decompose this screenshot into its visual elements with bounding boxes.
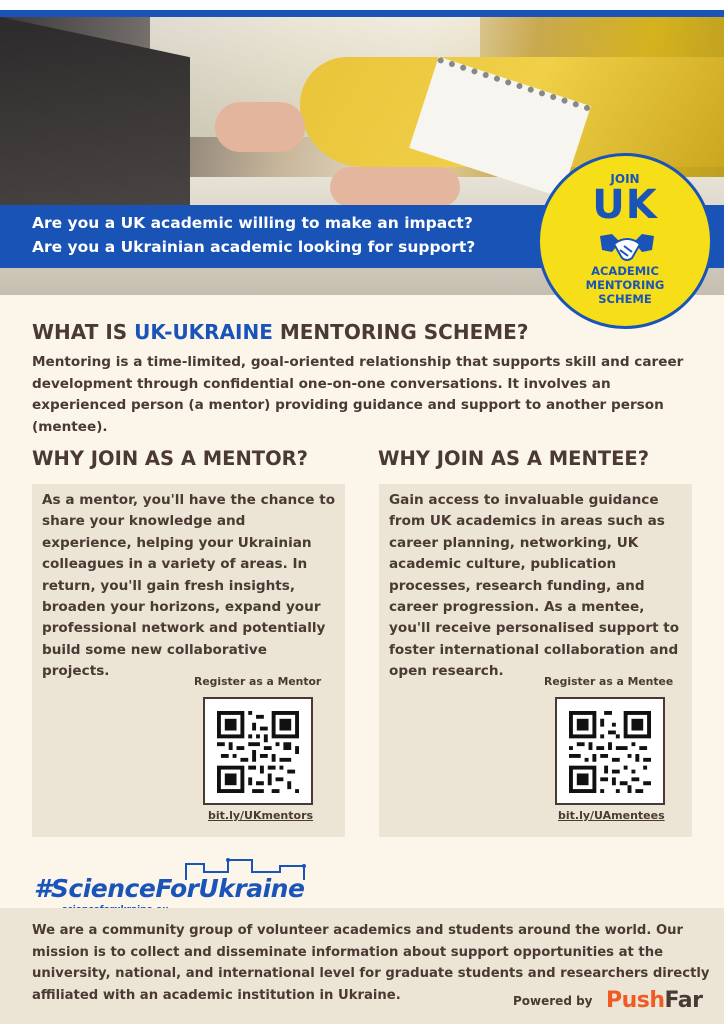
top-blue-line xyxy=(0,10,724,17)
mentee-text: Gain access to invaluable guidance from UK academics in areas such as career planning, networking, UK academic culture, publication processes, research funding, and career progression. As a mentee, you'll receive personalised support to foster international collaboration and open research. xyxy=(389,492,680,680)
mentee-link[interactable]: bit.ly/UAmentees xyxy=(558,809,665,822)
about-text: Mentoring is a time-limited, goal-oriented relationship that supports skill and career development through confidential one-on-one conversations. It involves an experienced person (a mentor) providing guidance and support to another person (mentee). xyxy=(32,354,684,435)
badge-uk: UK xyxy=(592,182,658,228)
badge-line-scheme: SCHEME xyxy=(598,292,652,306)
mentor-link[interactable]: bit.ly/UKmentors xyxy=(208,809,314,822)
pushfar-far: Far xyxy=(664,988,703,1013)
hero-question-ukraine: Are you a Ukrainian academic looking for support? xyxy=(32,238,476,256)
pushfar-logo xyxy=(606,988,702,1013)
about-title-prefix: WHAT IS xyxy=(32,320,135,344)
photo-hand-pen xyxy=(215,102,305,152)
handshake-icon xyxy=(598,230,656,264)
mentee-register-label: Register as a Mentee xyxy=(544,675,674,688)
mentor-heading: WHY JOIN AS A MENTOR? xyxy=(32,447,308,470)
mentor-panel xyxy=(32,484,345,837)
about-title-suffix: MENTORING SCHEME? xyxy=(272,320,529,344)
photo-hand-desk xyxy=(330,167,460,207)
footer-text: We are a community group of volunteer academics and students around the world. Our mission is to collect and disseminate information about support opportunities at the university, national, and international level for graduate students and researchers directly affiliated with an academic institution in Ukraine. xyxy=(32,923,710,1003)
badge-join: JOIN xyxy=(610,172,640,186)
mentor-qr-code[interactable] xyxy=(203,697,313,805)
pushfar-push: Push xyxy=(606,988,665,1013)
qr-code-icon xyxy=(217,711,299,793)
hero-question-uk: Are you a UK academic willing to make an impact? xyxy=(32,214,473,232)
mentor-text: As a mentor, you'll have the chance to share your knowledge and experience, helping your Ukrainian colleagues in a variety of areas. In return, you'll gain fresh insights, broaden your horizons, expand your professional network and potentially build some new collaborative projects. xyxy=(42,492,336,680)
join-badge xyxy=(537,153,713,329)
about-title xyxy=(32,320,528,344)
mentor-register-label: Register as a Mentor xyxy=(194,675,322,688)
badge-line-academic: ACADEMIC xyxy=(591,264,659,278)
about-title-highlight: UK-UKRAINE xyxy=(134,320,273,344)
mentee-qr-code[interactable] xyxy=(555,697,665,805)
powered-by-label: Powered by xyxy=(513,994,593,1008)
footer xyxy=(0,908,724,1024)
qr-code-icon xyxy=(569,711,651,793)
logo-text: #ScienceForUkraine xyxy=(34,874,305,903)
top-white-strip xyxy=(0,0,724,10)
mentee-panel xyxy=(379,484,692,837)
mentee-heading: WHY JOIN AS A MENTEE? xyxy=(378,447,650,470)
badge-line-mentoring: MENTORING xyxy=(585,278,665,292)
